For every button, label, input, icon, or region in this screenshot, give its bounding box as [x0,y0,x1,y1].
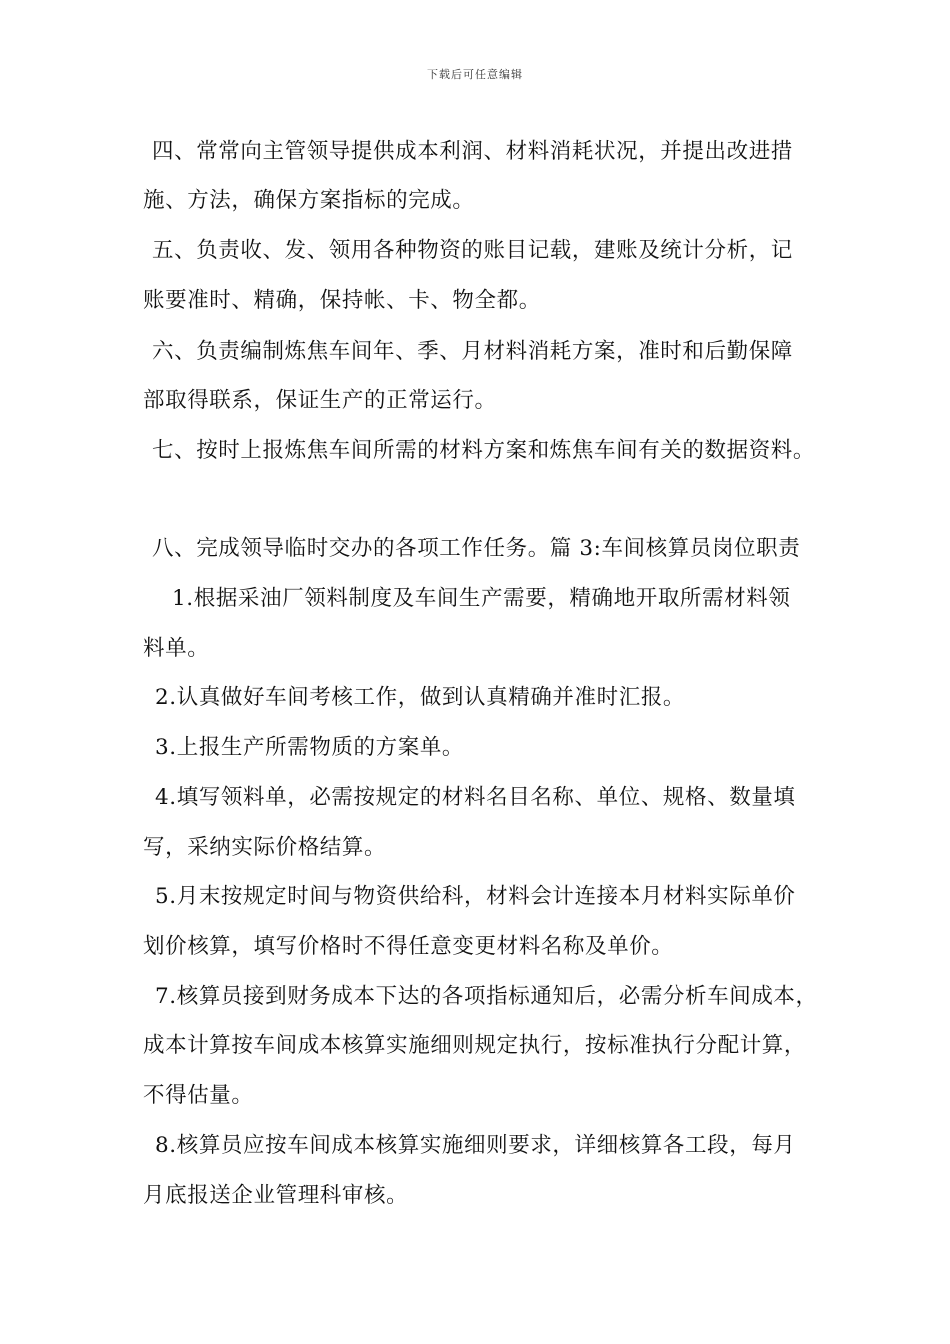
item-7-line-2: 成本计算按车间成本核算实施细则规定执行，按标准执行分配计算， [143,1033,807,1058]
item-5-line-1: 5.月末按规定时间与物资供给科，材料会计连接本月材料实际单价 [155,884,796,909]
item-1-line-2: 料单。 [143,636,210,661]
item-5-line-2: 划价核算，填写价格时不得任意变更材料名称及单价。 [143,934,674,959]
paragraph-4-line-1: 四、常常向主管领导提供成本利润、材料消耗状况，并提出改进措 [152,139,793,164]
item-3-line-1: 3.上报生产所需物质的方案单。 [155,735,465,760]
page-header: 下载后可任意编辑 [427,68,523,81]
paragraph-5-line-2: 账要准时、精确，保持帐、卡、物全都。 [143,288,541,313]
item-4-line-2: 写，采纳实际价格结算。 [143,835,387,860]
paragraph-6-line-1: 六、负责编制炼焦车间年、季、月材料消耗方案，准时和后勤保障 [152,339,793,364]
item-1-line-1: 1.根据采油厂领料制度及车间生产需要，精确地开取所需材料领 [172,586,791,611]
item-7-line-1: 7.核算员接到财务成本下达的各项指标通知后，必需分析车间成本， [155,984,818,1009]
paragraph-8-line-1: 八、完成领导临时交办的各项工作任务。篇 3:车间核算员岗位职责 [152,536,801,561]
item-8-line-1: 8.核算员应按车间成本核算实施细则要求，详细核算各工段，每月 [155,1133,796,1158]
item-2-line-1: 2.认真做好车间考核工作，做到认真精确并准时汇报。 [155,685,686,710]
paragraph-7-line-1: 七、按时上报炼焦车间所需的材料方案和炼焦车间有关的数据资料。 [152,438,816,463]
paragraph-6-line-2: 部取得联系，保证生产的正常运行。 [143,388,497,413]
item-8-line-2: 月底报送企业管理科审核。 [143,1183,409,1208]
paragraph-4-line-2: 施、方法，确保方案指标的完成。 [143,188,475,213]
item-7-line-3: 不得估量。 [143,1083,254,1108]
paragraph-5-line-1: 五、负责收、发、领用各种物资的账目记载，建账及统计分析，记 [152,238,793,263]
item-4-line-1: 4.填写领料单，必需按规定的材料名目名称、单位、规格、数量填 [155,785,796,810]
